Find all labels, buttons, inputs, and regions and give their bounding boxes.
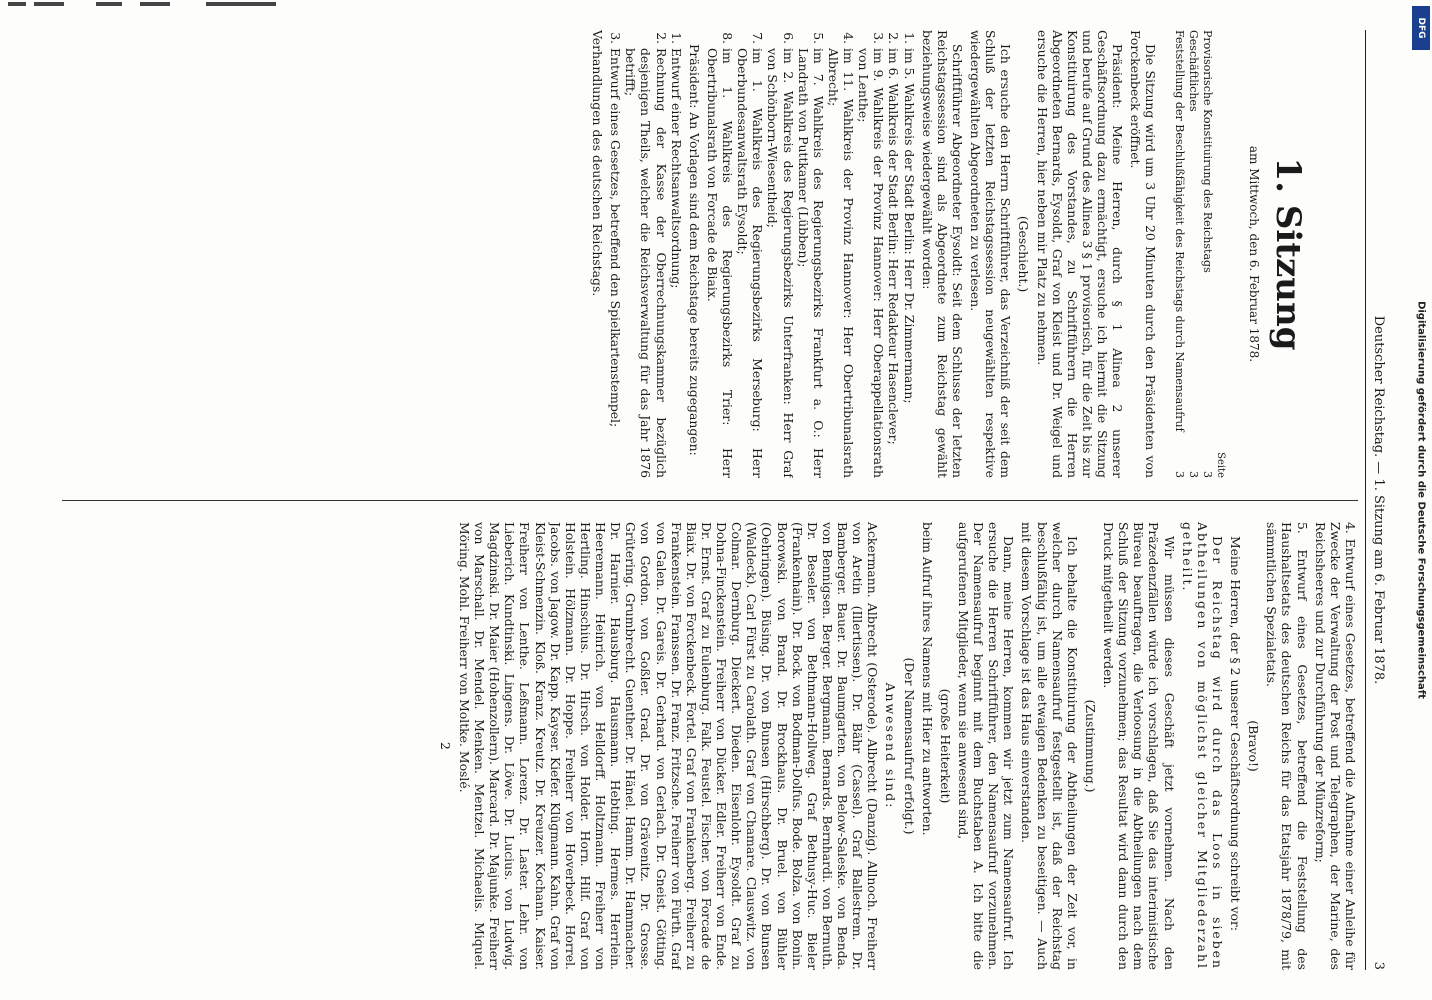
page-signature: 2 [437, 742, 453, 750]
stage-direction: (Geschieht.) [1016, 215, 1032, 293]
list-item: 1. Entwurf einer Rechtsanwaltsordnung; [669, 48, 684, 478]
left-column [62, 30, 1358, 478]
page-number: 3 [1371, 961, 1386, 970]
right-column [62, 522, 1358, 970]
list-item: 4. im 11. Wahlkreis der Provinz Hannover: Herr Obertribunalsrath Albrecht; [826, 48, 856, 478]
table-of-contents [1172, 30, 1213, 478]
stage-direction: (Der Namensaufruf erfolgt.) [901, 657, 917, 835]
speech-paragraph: Dann, meine Herren, kommen wir jetzt zum Namensaufruf. Ich ersuche die Herren Schriftführer, den Namensaufruf vorzunehmen. Der Namensaufruf beginnt mit dem Buchstaben A. Ich bitte die aufgerufenen Mitglieder, wenn sie anwesend sind, [956, 522, 1017, 970]
quoted-rule: Der Reichstag wird durch das Loos in sieben Abtheilungen von möglichst gleicher Mitgliederzahl getheilt. [1179, 522, 1225, 970]
running-head [1366, 30, 1386, 970]
toc-page-label: Seite [1214, 452, 1226, 478]
scan-edge-artifact [0, 0, 300, 10]
footer-note: Verhandlungen des deutschen Reichstags. [590, 30, 606, 297]
speech-paragraph: Schriftführer Abgeordneter Eysoldt: Seit dem Schlusse der letzten Reichstagssession sind als Abgeordnete zum Reichstag gewählt beziehungsweise wiedergewählt worden: [919, 30, 965, 478]
speech-paragraph: beim Aufruf ihres Namens mit Hier zu antworten. [919, 522, 935, 836]
speech-paragraph: Meine Herren, der § 2 unserer Geschäftsordnung schreibt vor: [1228, 536, 1244, 932]
list-item: 5. Entwurf eines Gesetzes, betreffend die Feststellung des Haushaltsetats des deutschen Reichs für das Etatsjahr 1878/79, mit sämmtlichen Spezialetats. [1264, 522, 1310, 970]
election-list [705, 30, 917, 478]
speech-paragraph: Präsident: An Vorlagen sind dem Reichstage bereits zugegangen: [686, 44, 702, 456]
list-item: 6. im 2. Wahlkreis des Regierungsbezirks Unterfranken: Herr Graf von Schönborn-Wiesentheid; [765, 48, 795, 478]
list-item: 1. im 5. Wahlkreis der Stadt Berlin: Herr Dr. Zimmermann; [901, 48, 916, 478]
rotated-document-page [46, 30, 1386, 970]
list-item: 4. Entwurf eines Gesetzes, betreffend die Aufnahme einer Anleihe für Zwecke der Verwaltung der Post und Telegraphen, der Marine, des Reichsheeres und zur Durchführung der Münzreform; [1312, 522, 1358, 970]
digitization-credit: Digitalisierung gefördert durch die Deutsche Forschungsgemeinschaft [1415, 301, 1427, 699]
toc-row: Feststellung der Beschlußfähigkeit des Reichstags durch Namensaufruf 3 [1173, 30, 1187, 478]
list-item: 2. Rechnung der Kasse der Oberrechnungskammer bezüglich desjenigen Theils, welcher die Reichsverwaltung für das Jahr 1876 betrifft; [623, 48, 668, 478]
column-divider [62, 500, 1358, 501]
toc-row: Geschäftliches 3 [1186, 30, 1200, 478]
header-rule [1365, 30, 1366, 970]
session-date: am Mittwoch, den 6. Februar 1878. [1246, 145, 1261, 363]
list-item: 3. im 9. Wahlkreis der Provinz Hannover: Herr Oberappellationsrath von Lenthe; [856, 48, 886, 478]
list-item: 7. im 1. Wahlkreis des Regierungsbezirks Merseburg: Herr Oberbundesanwaltsrath Eysoldt; [735, 48, 765, 478]
attendance-list: Ackermann. Albrecht (Osterode). Albrecht (Danzig). Allnoch. Freiherr von Aretin (Illertissen). Dr. Bähr (Cassel). Graf Ballestrem. Dr. Bamberger. Bauer. Dr. Baumgarten. von Below-Saleske. von Benda. von Bennigsen. Berger. Bergmann. Bernards. Bernhardi. von Bernuth. Dr. Beseler. von Bethmann-Hollweg. Graf Bethusy-Huc. Bieler (Frankenhain). Dr. Bock. von Bodman-Dolfus. Bode. Bolza. von Bonin. Borowski. von Brand. Dr. Brockhaus. Dr. Bruel. von Bühler (Oehringen). Büsing. Dr. von Bunsen (Hirschberg). Dr. von Bunsen (Waldeck). Carl Fürst zu Carolath. Graf von Chamare. Clauswitz. von Colmar. Dernburg. Dieckert. Dieden. Eisenlohr. Eysoldt. Graf zu Dohna-Finckenstein. Freiherr von Dücker. Edler. Freiherr von Ende. Dr. Ernst. Graf zu Eulenburg. Falk. Feustel. Fischer. von Forcade de Biaix. Dr. von Forckenbeck. Fortel. Graf von Frankenberg. Freiherr zu Frankenstein. Franssen. Dr. Franz. Fritzsche. Freiherr von Fürth. Graf von Galen. Dr. Gareis. Dr. Gerhard. von Gerlach. Dr. Gneist. Götting. von Gordon. von Goßler. Grad. Dr. von Grävenitz. Dr. Grosse. Grütering. Grumbrecht. Guenther. Dr. Hänel. Hamm. Dr. Hammacher. Dr. Harnier. Hausburg. Hausmann. Hebting. Hermes. Herrlein. Heeremann. Heinrich. von Helldorff. Holtzmann. Freiherr von Hertling. Hinschius. Dr. Hirsch. von Holder. Horn. Hilf. Graf von Holstein. Hölzmann. Dr. Hoppe. Freiherr von Hoverbeck. Horrel. Jacobs. von Jagow. Dr. Kapp. Kayser. Kiefer. Klügmann. Kahn. Graf von Kleist-Schmenzin. Kloß. Kranz. Kreutz. Dr. Kreuzer. Kochann. Kaiser. Freiherr von Lenthe. Leßmann. Lorenz. Dr. Laster. Lehr. von Lieberich. Kundtinski. Lingens. Dr. Löwe. Dr. Lucius. von Ludwig. Magdzinski. Dr. Maier (Hohenzollern). Marcard. Dr. Majunke. Freiherr von Marschall. Dr. Mendel. Menken. Mentzel. Michaelis. Miquel. Möring. Mohl. Freiherr von Moltke. Moslé. [457, 522, 881, 970]
list-item: 2. im 6. Wahlkreis der Stadt Berlin: Herr Redakteur Hasenclever; [886, 48, 901, 478]
running-head-title: Deutscher Reichstag. — 1. Sitzung am 6. Februar 1878. [1371, 315, 1386, 685]
toc-row: Provisorische Konstituirung des Reichstags 3 [1200, 30, 1214, 478]
opening-paragraph: Die Sitzung wird um 3 Uhr 20 Minuten durch den Präsidenten von Forckenbeck eröffnet. [1128, 30, 1159, 478]
speech-paragraph: Ich ersuche den Herrn Schriftführer, das Verzeichniß der seit dem Schluß der letzten Reichstagssession neugewählten respektive wiedergewählten Abgeordneten zu verlesen. [968, 30, 1014, 478]
bill-list [608, 30, 684, 478]
speech-paragraph: Ich behalte die Konstituirung der Abtheilungen der Zeit vor, in welcher durch Namensaufruf festgestellt ist, daß der Reichstag beschlußfähig ist, um alle etwaigen Bedenken zu beseitigen. — Auch mit diesem Vorschlage ist das Haus einverstanden. [1019, 522, 1080, 970]
president-speech: Präsident: Meine Herren, durch § 1 Alinea 2 unserer Geschäftsordnung dazu ermächtigt, ersuche ich hiermit die Sitzung und berufe auf Grund des Alinea 3 § 1 provisorisch, für die Zeit bis zur Konstituirung des Vorstandes, zu Schriftführern die Herren Abgeordneten Bernards, Eysoldt, Graf von Kleist und Dr. Weigel und ersuche die Herren, hier neben mir Platz zu nehmen. [1034, 30, 1126, 478]
stage-direction: (Bravo!) [1246, 720, 1262, 772]
list-item: 8. im 1. Wahlkreis des Regierungsbezirks Trier: Herr Obertribunalsrath von Forcade de Biaix. [705, 48, 735, 478]
dfg-logo-icon: DFG [1412, 6, 1430, 50]
stage-direction: (große Heiterkeit) [937, 688, 953, 804]
speech-paragraph: Wir müssen dieses Geschäft jetzt vornehmen. Nach den Präzedenzfällen würde ich vorschlagen, daß Sie das interimistische Büreau beauftragen, die Verloosung in die Abtheilungen nach dem Schluß der Sitzung vorzunehmen; das Resultat wird dann durch den Druck mitgetheilt werden. [1101, 522, 1177, 970]
list-item: 5. im 7. Wahlkreis des Regierungsbezirks Frankfurt a. O.: Herr Landrath von Puttkamer (Lübben); [796, 48, 826, 478]
attendance-heading: Anwesend sind: [883, 682, 899, 810]
list-item: 3. Entwurf eines Gesetzes, betreffend den Spielkartenstempel; [608, 48, 623, 478]
session-title: 1. Sitzung [1268, 157, 1308, 351]
stage-direction: (Zustimmung.) [1083, 699, 1098, 793]
